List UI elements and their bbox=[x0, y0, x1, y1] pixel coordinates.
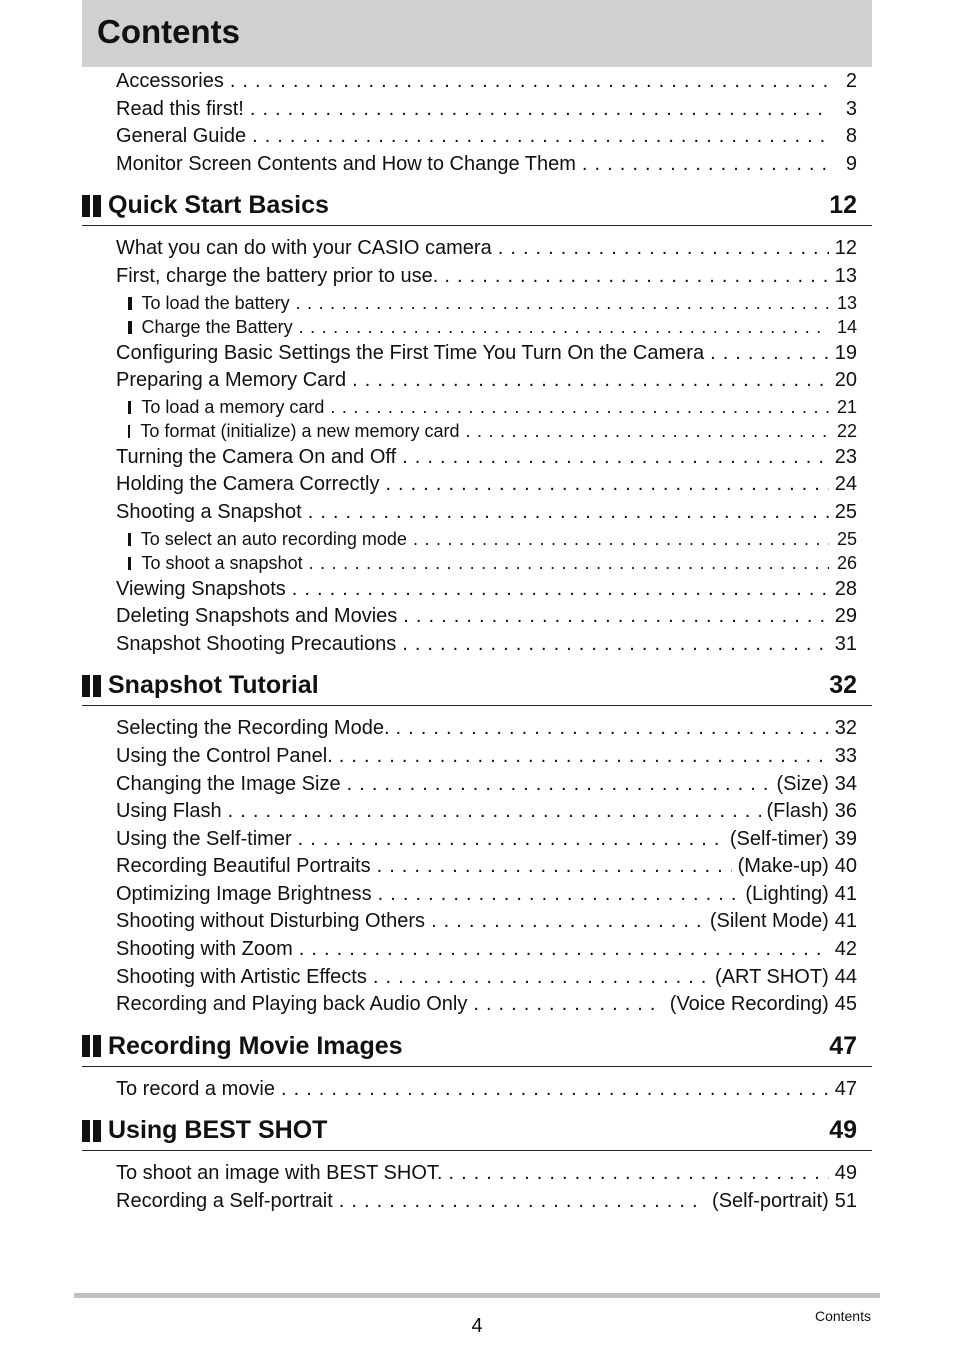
dot-leader bbox=[250, 96, 829, 124]
dot-leader bbox=[466, 419, 829, 444]
toc-entry-label: Monitor Screen Contents and How to Change Them bbox=[116, 152, 576, 175]
toc-entry-label: Changing the Image Size bbox=[116, 772, 341, 795]
dot-leader bbox=[710, 340, 829, 368]
toc-entry[interactable] bbox=[82, 367, 872, 395]
toc-entry-page: 19 bbox=[834, 341, 857, 364]
toc-entry-page: 25 bbox=[834, 500, 857, 523]
dot-leader bbox=[296, 291, 829, 316]
dot-leader bbox=[396, 715, 829, 743]
bullet-icon bbox=[128, 401, 131, 414]
toc-subentry[interactable] bbox=[82, 551, 872, 576]
dot-leader bbox=[252, 123, 829, 151]
toc-entry[interactable] bbox=[82, 340, 872, 368]
toc-entry-note: (Make-up) bbox=[737, 855, 829, 878]
footer-divider bbox=[74, 1293, 880, 1298]
toc-subentry[interactable] bbox=[82, 527, 872, 552]
toc-entry-label: Recording and Playing back Audio Only bbox=[116, 993, 468, 1016]
toc-entry-label: Using the Self-timer bbox=[116, 827, 292, 850]
toc-entry-label: Shooting with Zoom bbox=[116, 938, 293, 961]
toc-entry[interactable] bbox=[82, 1188, 872, 1216]
dot-leader bbox=[377, 853, 732, 881]
dot-leader bbox=[448, 1160, 828, 1188]
toc-entry-page: 44 bbox=[834, 965, 857, 988]
toc-entry[interactable] bbox=[82, 1160, 872, 1188]
toc-entry[interactable] bbox=[82, 743, 872, 771]
dot-leader bbox=[378, 881, 740, 909]
toc-entry-page: 31 bbox=[834, 632, 857, 655]
dot-leader bbox=[330, 395, 829, 420]
toc-entry-label: First, charge the battery prior to use. bbox=[116, 264, 439, 287]
toc-subentry[interactable] bbox=[82, 315, 872, 340]
toc-entry-label: Shooting without Disturbing Others bbox=[116, 910, 426, 933]
toc-entry[interactable] bbox=[82, 68, 872, 96]
toc-entry-label: Viewing Snapshots bbox=[116, 577, 286, 600]
toc-entry-page: 34 bbox=[834, 772, 857, 795]
toc-entry-page: 28 bbox=[834, 577, 857, 600]
toc-entry[interactable] bbox=[82, 881, 872, 909]
toc-entry[interactable] bbox=[82, 771, 872, 799]
toc-entry-note: (Lighting) bbox=[745, 882, 829, 905]
bullet-icon bbox=[128, 321, 132, 334]
toc-entry-label: Deleting Snapshots and Movies bbox=[116, 605, 398, 628]
toc-entry-label: To format (initialize) a new memory card bbox=[140, 421, 460, 442]
toc-entry[interactable] bbox=[82, 798, 872, 826]
toc-entry-label: Charge the Battery bbox=[141, 317, 293, 338]
intro-entries bbox=[82, 67, 872, 178]
section-page: 12 bbox=[829, 191, 857, 220]
toc-entry-note: (Silent Mode) bbox=[709, 910, 829, 933]
section-title: Quick Start Basics bbox=[108, 191, 329, 220]
section-title: Recording Movie Images bbox=[108, 1031, 403, 1060]
toc-entry-label: Optimizing Image Brightness bbox=[116, 882, 372, 905]
toc-entry-label: Selecting the Recording Mode. bbox=[116, 717, 390, 740]
toc-entry[interactable] bbox=[82, 603, 872, 631]
section-heading[interactable] bbox=[82, 186, 872, 226]
toc-entry-label: Read this first! bbox=[116, 97, 244, 120]
toc-entry-page: 41 bbox=[834, 882, 857, 905]
toc-entry-page: 41 bbox=[834, 910, 857, 933]
toc-entry[interactable] bbox=[82, 151, 872, 179]
toc-entry[interactable] bbox=[82, 499, 872, 527]
toc-entry-page: 40 bbox=[834, 855, 857, 878]
toc-entry[interactable] bbox=[82, 991, 872, 1019]
toc-entry-page: 20 bbox=[834, 369, 857, 392]
toc-entry-page: 3 bbox=[845, 97, 857, 120]
toc-entry-page: 36 bbox=[834, 800, 857, 823]
toc-entry[interactable] bbox=[82, 1076, 872, 1104]
toc-subentry[interactable] bbox=[82, 291, 872, 316]
toc-subentry[interactable] bbox=[82, 419, 872, 444]
toc-entry[interactable] bbox=[82, 826, 872, 854]
section-marker-icon bbox=[82, 1035, 101, 1057]
dot-leader bbox=[352, 367, 829, 395]
footer-section-label: Contents bbox=[814, 1308, 871, 1324]
toc-entry-label: Using Flash bbox=[116, 800, 222, 823]
toc-entry-label: What you can do with your CASIO camera bbox=[116, 237, 492, 260]
dot-leader bbox=[299, 315, 829, 340]
toc-entry-page: 49 bbox=[834, 1162, 857, 1185]
dot-leader bbox=[299, 936, 829, 964]
dot-leader bbox=[228, 798, 761, 826]
dot-leader bbox=[473, 991, 663, 1019]
dot-leader bbox=[403, 603, 828, 631]
toc-entry-label: To shoot an image with BEST SHOT. bbox=[116, 1162, 443, 1185]
toc-entry-page: 8 bbox=[845, 125, 857, 148]
dot-leader bbox=[402, 444, 829, 472]
section-heading[interactable] bbox=[82, 1111, 872, 1151]
footer-page-number: 4 bbox=[471, 1315, 483, 1337]
dot-leader bbox=[298, 826, 724, 854]
toc-entry-page: 22 bbox=[836, 421, 857, 442]
toc-entry[interactable] bbox=[82, 96, 872, 124]
bullet-icon bbox=[128, 533, 131, 546]
toc-entry-label: Snapshot Shooting Precautions bbox=[116, 632, 397, 655]
bullet-icon bbox=[128, 297, 132, 310]
toc-entry-note: (Voice Recording) bbox=[669, 993, 829, 1016]
dot-leader bbox=[402, 631, 829, 659]
toc-entry-page: 13 bbox=[836, 292, 857, 313]
toc-entry[interactable] bbox=[82, 908, 872, 936]
toc-entry-page: 25 bbox=[836, 528, 857, 549]
toc-entry[interactable] bbox=[82, 123, 872, 151]
toc-entry-page: 29 bbox=[834, 605, 857, 628]
toc-entry-note: (Self-timer) bbox=[729, 827, 829, 850]
section-entries bbox=[82, 235, 872, 658]
toc-subentry[interactable] bbox=[82, 395, 872, 420]
toc-entry-note: (Size) bbox=[776, 772, 829, 795]
toc-entry[interactable] bbox=[82, 631, 872, 659]
page-title: Contents bbox=[97, 13, 240, 50]
toc-entry[interactable] bbox=[82, 263, 872, 291]
section-title: Snapshot Tutorial bbox=[108, 671, 319, 700]
toc-entry-page: 51 bbox=[834, 1190, 857, 1213]
toc-entry-page: 32 bbox=[834, 717, 857, 740]
toc-entry-label: To load a memory card bbox=[141, 396, 325, 417]
dot-leader bbox=[309, 551, 829, 576]
toc-entry-label: Turning the Camera On and Off bbox=[116, 445, 397, 468]
toc-entry-page: 45 bbox=[834, 993, 857, 1016]
section-marker-icon bbox=[82, 1120, 101, 1142]
page-header bbox=[82, 0, 872, 67]
section-page: 49 bbox=[829, 1116, 857, 1145]
dot-leader bbox=[347, 771, 771, 799]
toc-entry[interactable] bbox=[82, 471, 872, 499]
dot-leader bbox=[281, 1076, 829, 1104]
toc-entry-label: To shoot a snapshot bbox=[141, 553, 303, 574]
bullet-icon bbox=[128, 425, 130, 438]
section-page: 32 bbox=[829, 671, 857, 700]
toc-entry-page: 9 bbox=[845, 152, 857, 175]
toc-entry[interactable] bbox=[82, 936, 872, 964]
toc-entry-page: 23 bbox=[834, 445, 857, 468]
dot-leader bbox=[339, 1188, 706, 1216]
toc-entry-page: 26 bbox=[836, 553, 857, 574]
dot-leader bbox=[431, 908, 704, 936]
toc-entry-label: Configuring Basic Settings the First Time You Turn On the Camera bbox=[116, 341, 705, 364]
dot-leader bbox=[339, 743, 829, 771]
toc-entry-page: 2 bbox=[845, 70, 857, 92]
dot-leader bbox=[230, 68, 829, 96]
toc-entry[interactable] bbox=[82, 964, 872, 992]
section-entries bbox=[82, 1076, 872, 1104]
dot-leader bbox=[582, 151, 829, 179]
toc-entry-label: Shooting a Snapshot bbox=[116, 500, 302, 523]
toc-entry-note: (ART SHOT) bbox=[715, 965, 829, 988]
section-marker-icon bbox=[82, 675, 101, 697]
toc-entry-label: Preparing a Memory Card bbox=[116, 369, 347, 392]
dot-leader bbox=[498, 235, 829, 263]
toc-entry-page: 47 bbox=[834, 1077, 857, 1100]
toc-entry-page: 21 bbox=[836, 396, 857, 417]
toc-entry[interactable] bbox=[82, 853, 872, 881]
toc-entry[interactable] bbox=[82, 715, 872, 743]
toc-entry[interactable] bbox=[82, 576, 872, 604]
dot-leader bbox=[292, 576, 829, 604]
toc-entry-label: Recording a Self-portrait bbox=[116, 1190, 333, 1213]
toc-entry[interactable] bbox=[82, 444, 872, 472]
toc-entry-page: 13 bbox=[834, 264, 857, 287]
dot-leader bbox=[444, 263, 828, 291]
toc-entry-label: Using the Control Panel. bbox=[116, 744, 333, 767]
section-heading[interactable] bbox=[82, 666, 872, 706]
section-entries bbox=[82, 1160, 872, 1215]
toc-entry-label: To record a movie bbox=[116, 1077, 275, 1100]
toc-entry-label: To load the battery bbox=[141, 292, 290, 313]
bullet-icon bbox=[128, 557, 131, 570]
section-heading[interactable] bbox=[82, 1027, 872, 1067]
toc-entry-page: 39 bbox=[834, 827, 857, 850]
section-entries bbox=[82, 715, 872, 1019]
toc-entry-label: To select an auto recording mode bbox=[140, 528, 407, 549]
dot-leader bbox=[385, 471, 828, 499]
table-of-contents bbox=[82, 67, 872, 1216]
toc-entry-page: 24 bbox=[834, 473, 857, 496]
toc-entry-page: 14 bbox=[836, 317, 857, 338]
toc-entry-label: Accessories bbox=[116, 70, 224, 92]
toc-entry-label: Holding the Camera Correctly bbox=[116, 473, 380, 496]
toc-entry-page: 12 bbox=[834, 237, 857, 260]
dot-leader bbox=[373, 964, 709, 992]
toc-entry-note: (Flash) bbox=[766, 800, 829, 823]
toc-entry-note: (Self-portrait) bbox=[712, 1190, 829, 1213]
toc-entry-label: General Guide bbox=[116, 125, 247, 148]
section-page: 47 bbox=[829, 1031, 857, 1060]
toc-entry-page: 33 bbox=[834, 744, 857, 767]
dot-leader bbox=[413, 527, 829, 552]
dot-leader bbox=[308, 499, 829, 527]
section-marker-icon bbox=[82, 195, 101, 217]
toc-entry-page: 42 bbox=[834, 938, 857, 961]
toc-entry-label: Shooting with Artistic Effects bbox=[116, 965, 367, 988]
toc-entry[interactable] bbox=[82, 235, 872, 263]
section-title: Using BEST SHOT bbox=[108, 1116, 328, 1145]
toc-entry-label: Recording Beautiful Portraits bbox=[116, 855, 371, 878]
